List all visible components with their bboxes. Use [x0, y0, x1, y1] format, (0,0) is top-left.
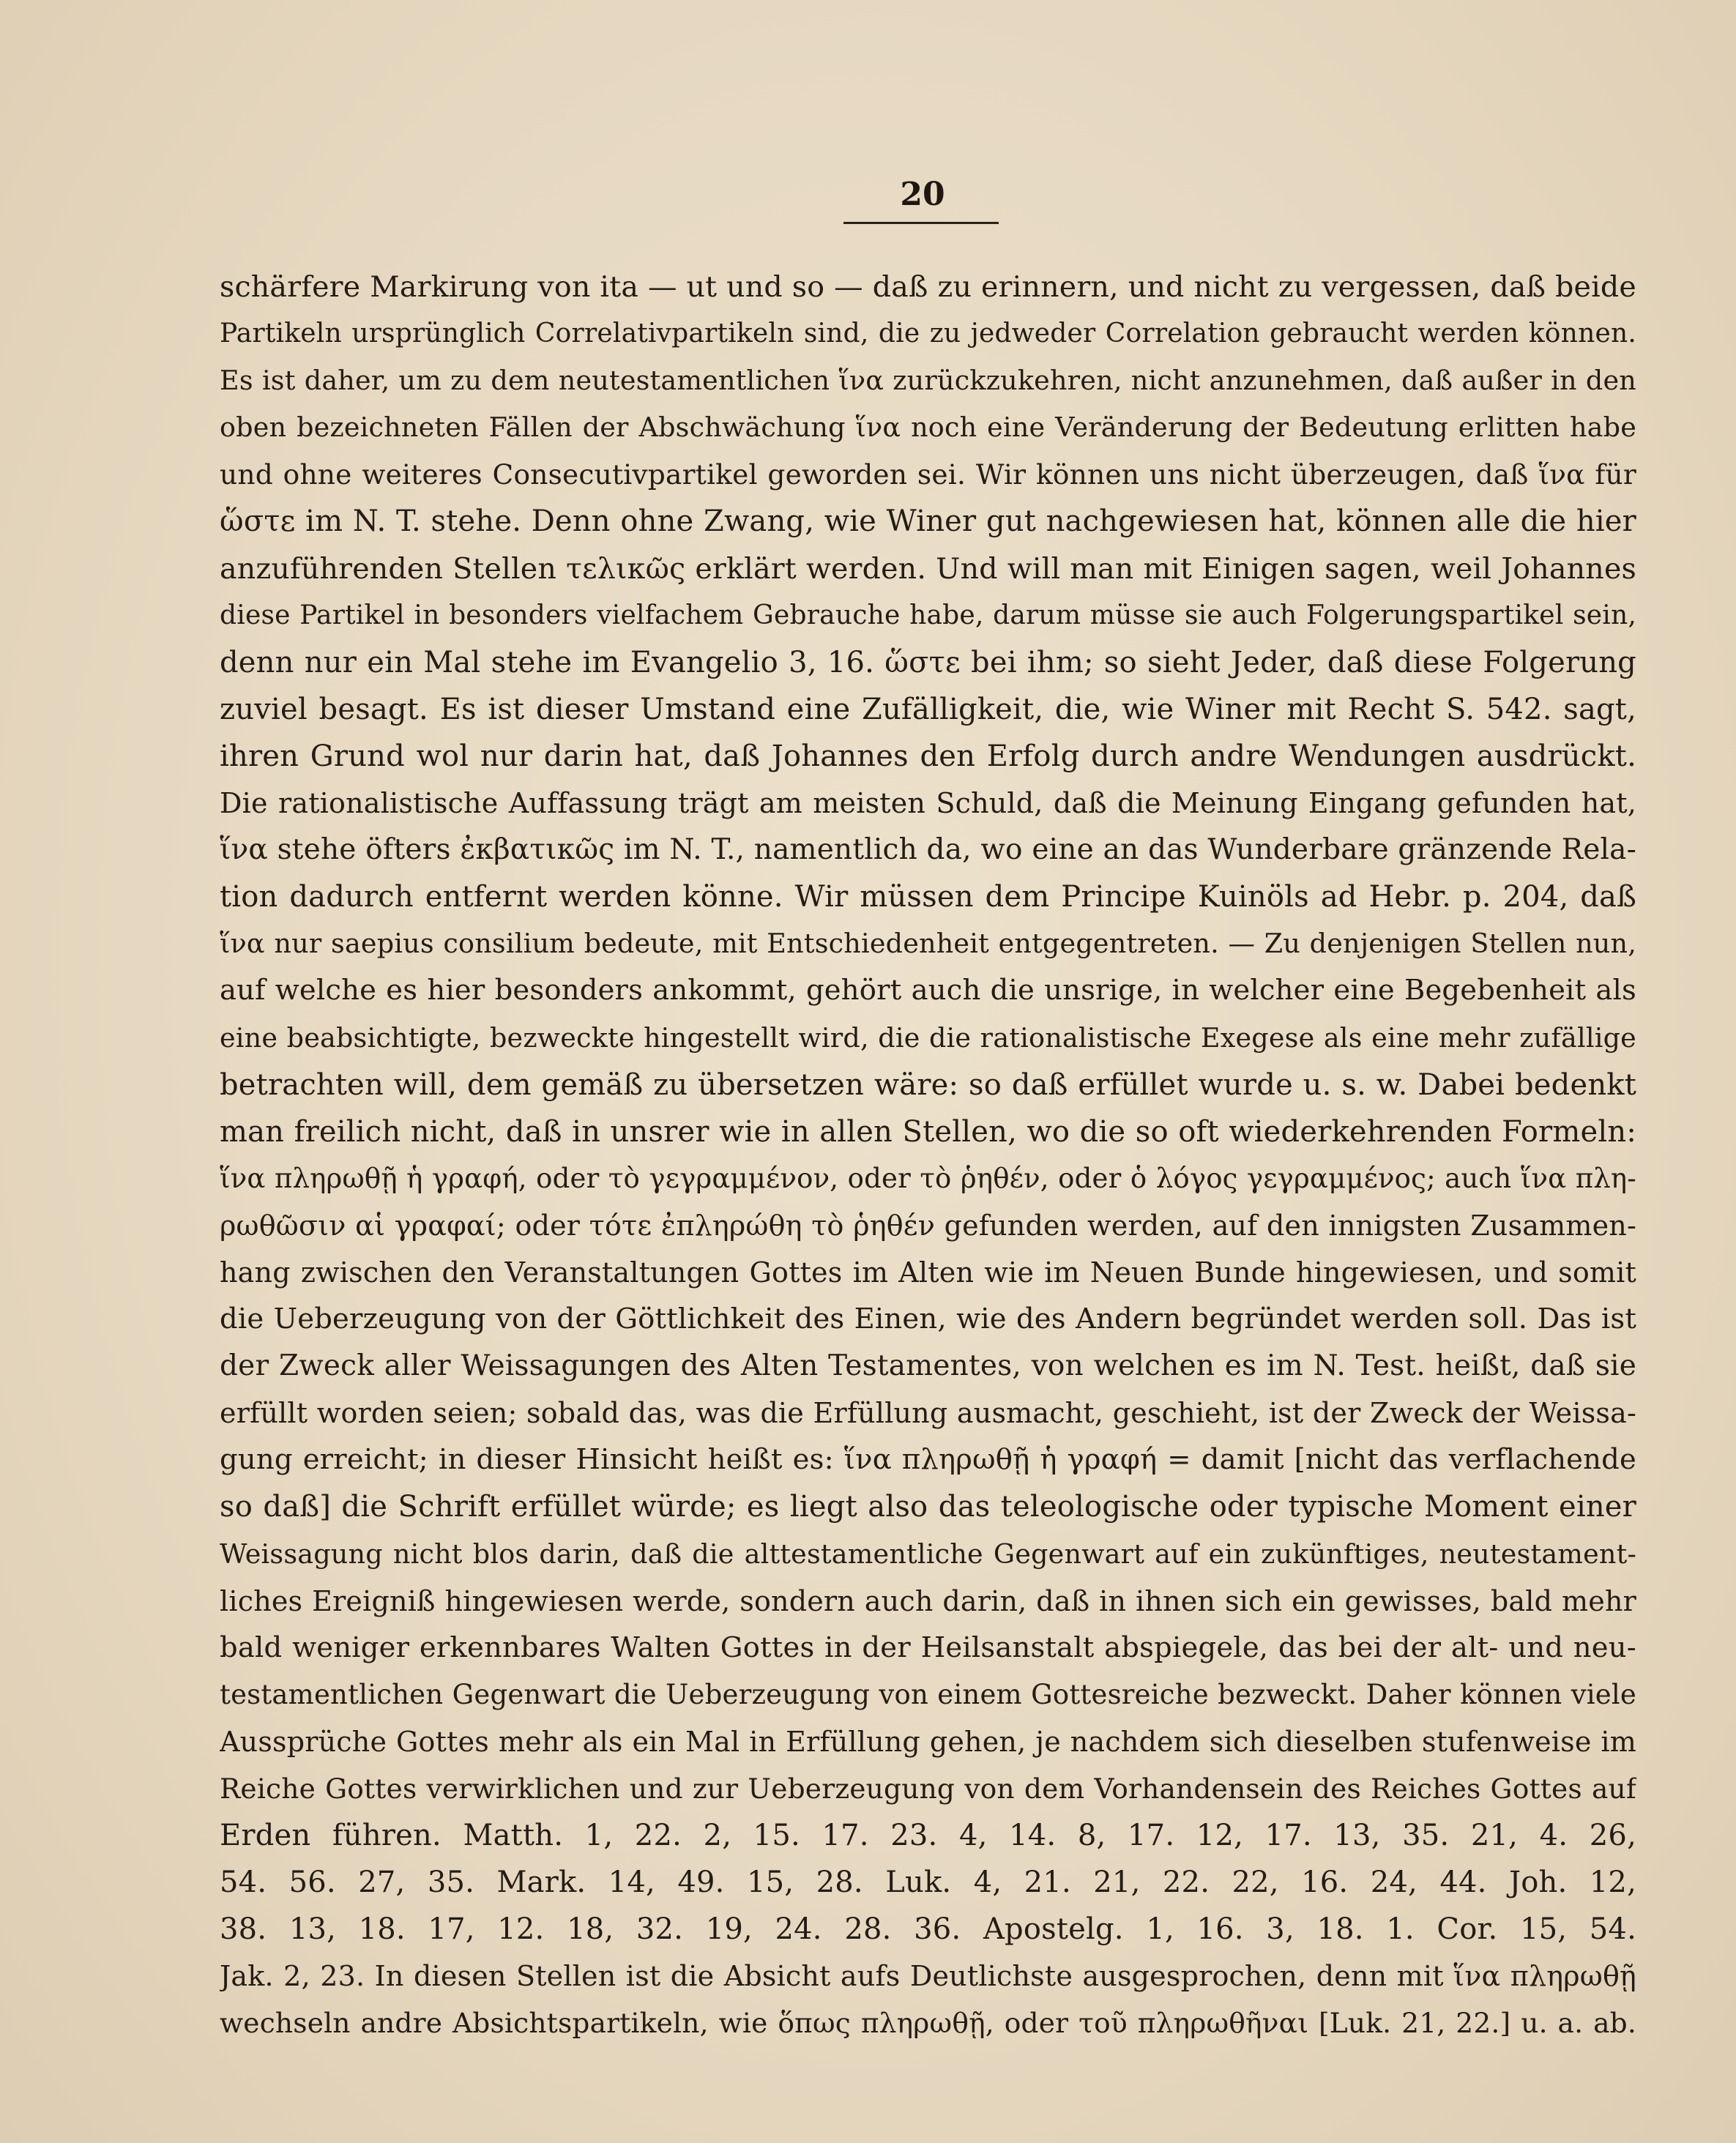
- text-line: liches Ereigniß hingewiesen werde, sondern auch darin, daß in ihnen sich ein gewisses, bald mehr: [220, 1584, 1636, 1617]
- text-line: eine beabsichtigte, bezweckte hingestellt wird, die die rationalistische Exegese als eine mehr zufällige: [220, 1021, 1636, 1054]
- text-line: ἵνα nur saepius consilium bedeute, mit Entschiedenheit entgegentreten. — Zu denjenigen Stellen nun,: [220, 928, 1636, 960]
- text-line: Erden führen. Matth. 1, 22. 2, 15. 17. 23. 4, 14. 8, 17. 12, 17. 13, 35. 21, 4. 26,: [220, 1819, 1636, 1853]
- text-line: anzuführenden Stellen τελικῶς erklärt werden. Und will man mit Einigen sagen, weil Johannes: [220, 551, 1636, 586]
- text-line: testamentlichen Gegenwart die Ueberzeugung von einem Gottesreiche bezweckt. Daher können viele: [220, 1678, 1636, 1710]
- text-line: die Ueberzeugung von der Göttlichkeit des Einen, wie des Andern begründet werden soll. Das ist: [220, 1302, 1636, 1336]
- text-line: Die rationalistische Auffassung trägt am meisten Schuld, daß die Meinung Eingang gefunden hat,: [220, 787, 1636, 820]
- text-line: ἵνα stehe öfters ἐκβατικῶς im N. T., namentlich da, wo eine an das Wunderbare gränzende Rela-: [220, 833, 1636, 867]
- text-line: Aussprüche Gottes mehr als ein Mal in Erfüllung gehen, je nachdem sich dieselben stufenweise im: [220, 1725, 1636, 1758]
- text-line: denn nur ein Mal stehe im Evangelio 3, 16. ὥστε bei ihm; so sieht Jeder, daß diese Folgerung: [220, 645, 1636, 679]
- text-line: wechseln andre Absichtspartikeln, wie ὅπως πληρωθῇ, oder τοῦ πληρωθῆναι [Luk. 21, 22.] u. a. ab.: [220, 2007, 1636, 2040]
- text-line: tion dadurch entfernt werden könne. Wir müssen dem Principe Kuinöls ad Hebr. p. 204, daß: [220, 880, 1636, 914]
- text-line: man freilich nicht, daß in unsrer wie in allen Stellen, wo die so oft wiederkehrenden Formeln:: [220, 1114, 1636, 1149]
- text-line: gung erreicht; in dieser Hinsicht heißt es: ἵνα πληρωθῇ ἡ γραφή = damit [nicht das verflachende: [220, 1443, 1636, 1477]
- page-number: 20: [900, 176, 945, 213]
- text-line: betrachten will, dem gemäß zu übersetzen wäre: so daß erfüllet wurde u. s. w. Dabei bedenkt: [220, 1067, 1636, 1102]
- text-line: 54. 56. 27, 35. Mark. 14, 49. 15, 28. Luk. 4, 21. 21, 22. 22, 16. 24, 44. Joh. 12,: [220, 1866, 1636, 1900]
- text-line: Jak. 2, 23. In diesen Stellen ist die Absicht aufs Deutlichste ausgesprochen, denn mit ἵνα πληρωθῇ: [220, 1960, 1636, 1993]
- page-number-rule: [843, 222, 999, 224]
- text-line: Partikeln ursprünglich Correlativpartikeln sind, die zu jedweder Correlation gebraucht werden können.: [220, 318, 1636, 349]
- text-line: oben bezeichneten Fällen der Abschwächung ἵνα noch eine Veränderung der Bedeutung erlitten habe: [220, 411, 1636, 444]
- body-text: [220, 264, 1636, 2047]
- text-line: auf welche es hier besonders ankommt, gehört auch die unsrige, in welcher eine Begebenheit als: [220, 974, 1636, 1007]
- text-line: zuviel besagt. Es ist dieser Umstand eine Zufälligkeit, die, wie Winer mit Recht S. 542. sagt,: [220, 692, 1636, 726]
- text-line: so daß] die Schrift erfüllet würde; es liegt also das teleologische oder typische Moment einer: [220, 1490, 1636, 1524]
- text-line: ἵνα πληρωθῇ ἡ γραφή, oder τὸ γεγραμμένον, oder τὸ ῥηθέν, oder ὁ λόγος γεγραμμένος; auch ἵνα πλη-: [220, 1162, 1636, 1194]
- text-line: ρωθῶσιν αἱ γραφαί; oder τότε ἐπληρώθη τὸ ῥηθέν gefunden werden, auf den innigsten Zusammen-: [220, 1209, 1636, 1242]
- text-line: ὥστε im N. T. stehe. Denn ohne Zwang, wie Winer gut nachgewiesen hat, können alle die hier: [220, 504, 1636, 539]
- text-line: Reiche Gottes verwirklichen und zur Ueberzeugung von dem Vorhandensein des Reiches Gottes auf: [220, 1773, 1636, 1805]
- text-line: diese Partikel in besonders vielfachem Gebrauche habe, darum müsse sie auch Folgerungspartikel sein,: [220, 600, 1636, 630]
- text-line: erfüllt worden seien; sobald das, was die Erfüllung ausmacht, geschieht, ist der Zweck der Weissa-: [220, 1397, 1636, 1430]
- text-line: bald weniger erkennbares Walten Gottes in der Heilsanstalt abspiegele, das bei der alt- und neu-: [220, 1630, 1636, 1664]
- text-line: hang zwischen den Veranstaltungen Gottes im Alten wie im Neuen Bunde hingewiesen, und somit: [220, 1256, 1636, 1289]
- text-line: der Zweck aller Weissagungen des Alten Testamentes, von welchen es im N. Test. heißt, daß sie: [220, 1349, 1636, 1383]
- text-line: ihren Grund wol nur darin hat, daß Johannes den Erfolg durch andre Wendungen ausdrückt.: [220, 739, 1636, 773]
- text-line: 38. 13, 18. 17, 12. 18, 32. 19, 24. 28. 36. Apostelg. 1, 16. 3, 18. 1. Cor. 15, 54.: [220, 1912, 1636, 1947]
- text-line: schärfere Markirung von ita — ut und so — daß zu erinnern, und nicht zu vergessen, daß beide: [220, 270, 1636, 304]
- text-line: Es ist daher, um zu dem neutestamentlichen ἵνα zurückzukehren, nicht anzunehmen, daß außer in den: [220, 365, 1636, 397]
- text-line: und ohne weiteres Consecutivpartikel geworden sei. Wir können uns nicht überzeugen, daß ἵνα für: [220, 458, 1636, 491]
- text-line: Weissagung nicht blos darin, daß die alttestamentliche Gegenwart auf ein zukünftiges, neutestament-: [220, 1538, 1636, 1570]
